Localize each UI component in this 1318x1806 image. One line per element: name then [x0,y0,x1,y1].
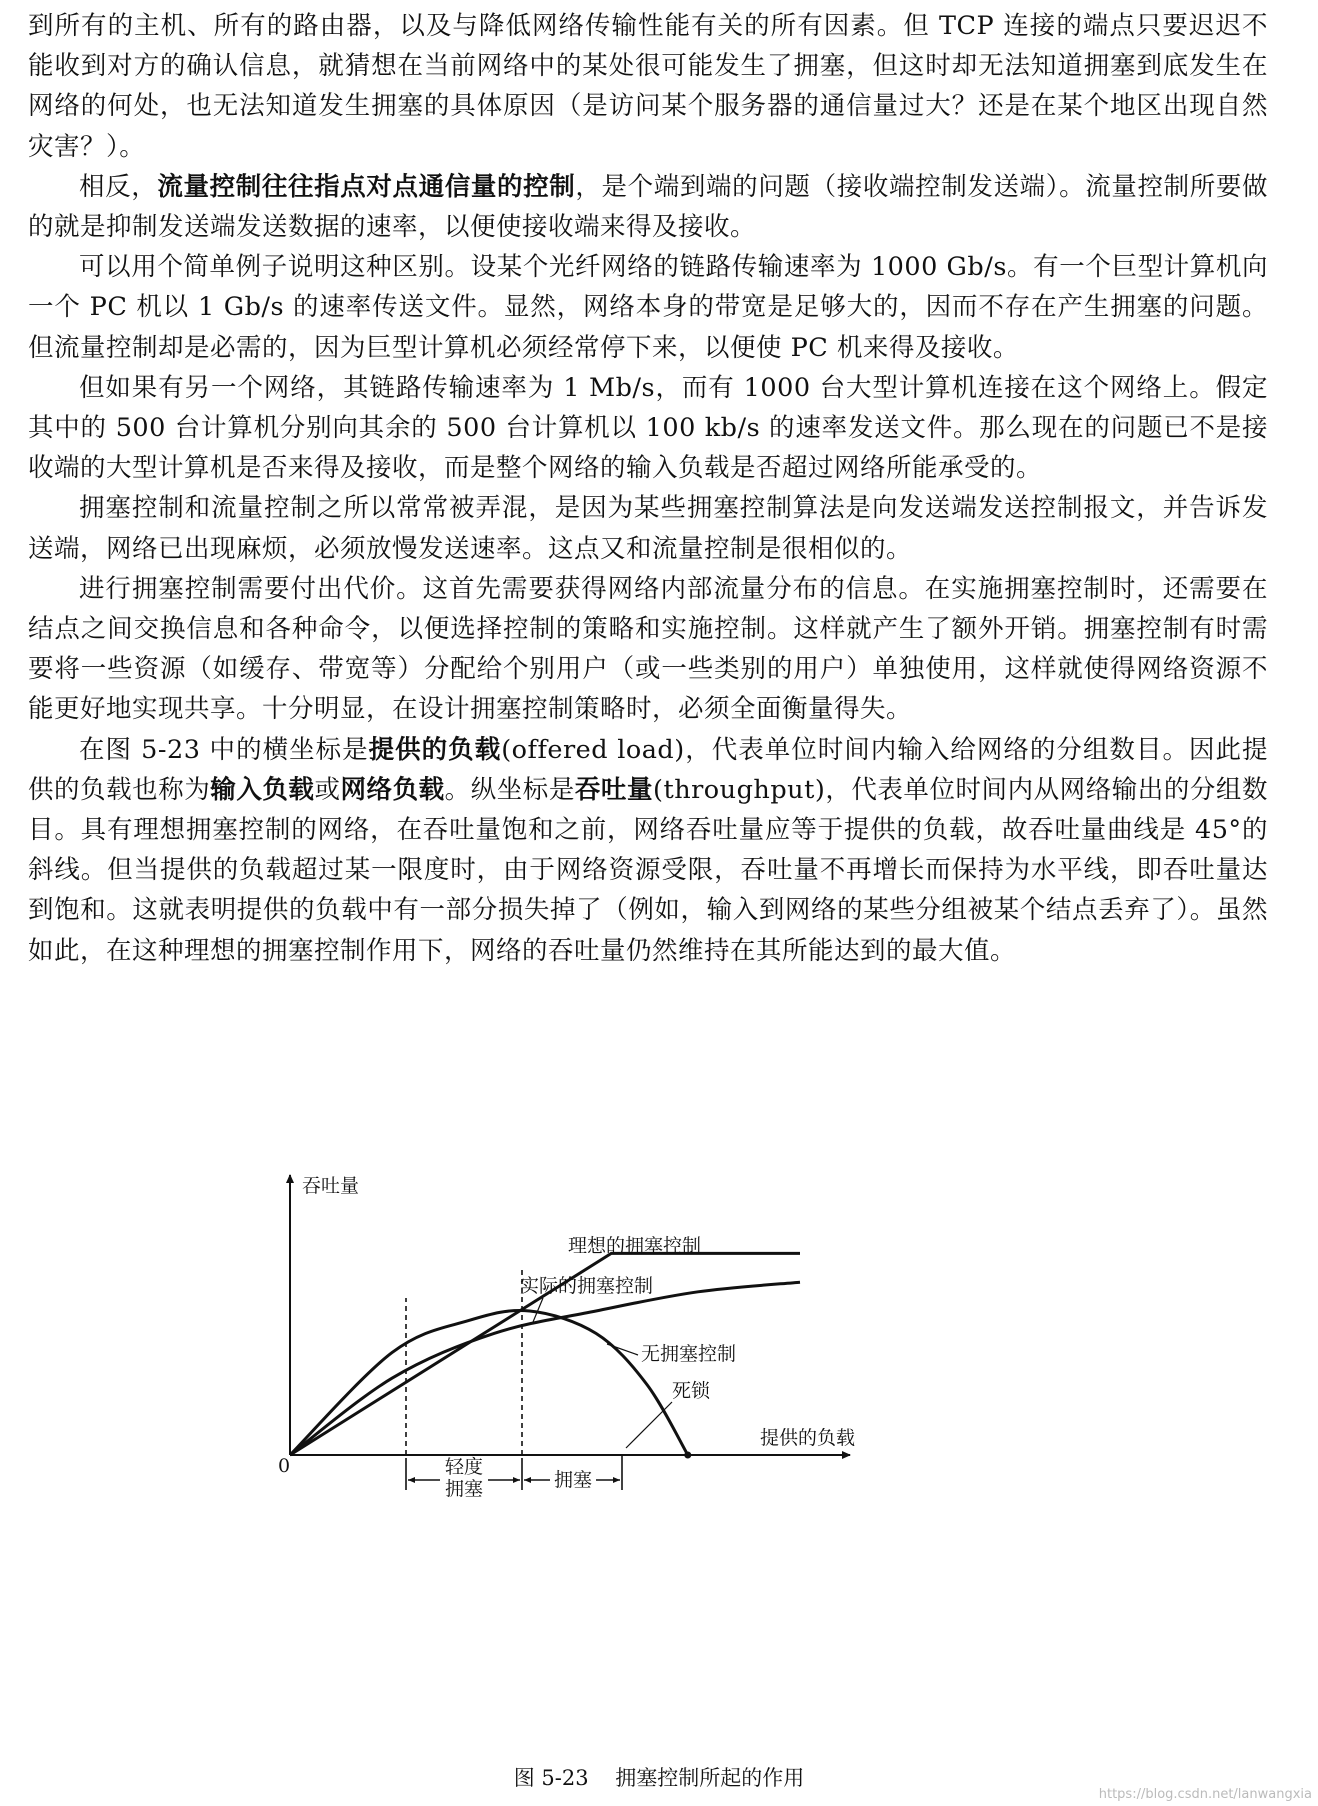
text-run: (throughput)，代表单位时间内从网络输出的分组数目。具有理想拥塞控制的网络，在吞吐量饱和之前，网络吞吐量应等于提供的负载，故吞吐量曲线是 45°的斜线。但当提供的负载超过某一限度时，由于网络资源受限，吞吐量不再增长而保持为水平线，即吞吐量达到饱和。这就表明提供的负载中有一部分损失掉了（例如，输入到网络的某些分组被某个结点丢弃了）。虽然如此，在这种理想的拥塞控制作用下，网络的吞吐量仍然维持在其所能达到的最大值。 [28,774,1268,966]
text-run: ，是个端到端的问题（接收端控制发送端）。流量控制所要做的就是抑制发送端发送数据的速率，以便使接收端来得及接收。 [28,171,1268,243]
x-axis-label: 提供的负载 [760,1427,856,1449]
figure-5-23 [278,1175,1040,1770]
congestion-chart [278,1175,1040,1770]
body-text [28,6,1268,971]
deadlock-label: 死锁 [672,1380,711,1402]
origin-label: 0 [278,1455,291,1477]
bold-term: 吞吐量 [574,774,653,805]
paragraph [28,569,1268,730]
paragraph [28,6,1268,167]
paragraph [28,167,1268,247]
text-run: 或 [314,774,341,805]
watermark: https://blog.csdn.net/lanwangxia [1098,1787,1312,1802]
bold-term: 网络负载 [340,774,445,805]
paragraph [28,368,1268,489]
caption-number: 图 5-23 [513,1766,589,1790]
text-run: 在图 5-23 中的横坐标是 [79,734,369,765]
text-run: 拥塞控制和流量控制之所以常常被弄混，是因为某些拥塞控制算法是向发送端发送控制报文，并告诉发送端，网络已出现麻烦，必须放慢发送速率。这点又和流量控制是很相似的。 [28,493,1268,564]
text-run: 。纵坐标是 [444,774,575,805]
actual-control-curve [290,1282,800,1455]
text-run: 可以用个简单例子说明这种区别。设某个光纤网络的链路传输速率为 1000 Gb/s。有一个巨型计算机向一个 PC 机以 1 Gb/s 的速率传送文件。显然，网络本身的带宽是足够大的，因而不存在产生拥塞的问题。但流量控制却是必需的，因为巨型计算机必须经常停下来，以便使 PC 机来得及接收。 [28,252,1268,363]
bold-term: 输入负载 [210,774,315,805]
light-congestion-label-2: 拥塞 [445,1478,484,1500]
text-run: 相反， [79,171,158,202]
deadlock-point [684,1452,691,1459]
paragraph [28,488,1268,568]
light-congestion-label-1: 轻度 [445,1456,484,1478]
caption-title: 拥塞控制所起的作用 [615,1766,805,1790]
no-control-curve [290,1310,688,1455]
text-run: 但如果有另一个网络，其链路传输速率为 1 Mb/s，而有 1000 台大型计算机连接在这个网络上。假定其中的 500 台计算机分别向其余的 500 台计算机以 100 kb/s 的速率发送文件。那么现在的问题已不是接收端的大型计算机是否来得及接收，而是整个网络的输入负载是否超过网络所能承受的。 [28,372,1268,484]
text-run: 进行拥塞控制需要付出代价。这首先需要获得网络内部流量分布的信息。在实施拥塞控制时，还需要在结点之间交换信息和各种命令，以便选择控制的策略和实施控制。这样就产生了额外开销。拥塞控制有时需要将一些资源（如缓存、带宽等）分配给个别用户（或一些类别的用户）单独使用，这样就使得网络资源不能更好地实现共享。十分明显，在设计拥塞控制策略时，必须全面衡量得失。 [28,573,1268,725]
text-run: 到所有的主机、所有的路由器，以及与降低网络传输性能有关的所有因素。但 TCP 连接的端点只要迟迟不能收到对方的确认信息，就猜想在当前网络中的某处很可能发生了拥塞，但这时却无法知道拥塞到底发生在网络的何处，也无法知道发生拥塞的具体原因（是访问某个服务器的通信量过大？还是在某个地区出现自然灾害？）。 [28,11,1268,162]
text-run: (offered load)，代表单位时间内输入给网络的分组数目。因此提供的负载也称为 [28,734,1268,805]
bold-term: 提供的负载 [368,734,502,765]
no-control-label: 无拥塞控制 [641,1343,737,1365]
y-axis-label: 吞吐量 [302,1175,360,1197]
ideal-control-label: 理想的拥塞控制 [568,1235,702,1257]
paragraph [28,730,1268,971]
congestion-label: 拥塞 [554,1469,593,1491]
bold-term: 流量控制往往指点对点通信量的控制 [157,171,576,202]
no-control-leader [607,1344,638,1355]
deadlock-leader [626,1402,672,1448]
actual-control-label: 实际的拥塞控制 [520,1275,654,1297]
paragraph [28,247,1268,368]
